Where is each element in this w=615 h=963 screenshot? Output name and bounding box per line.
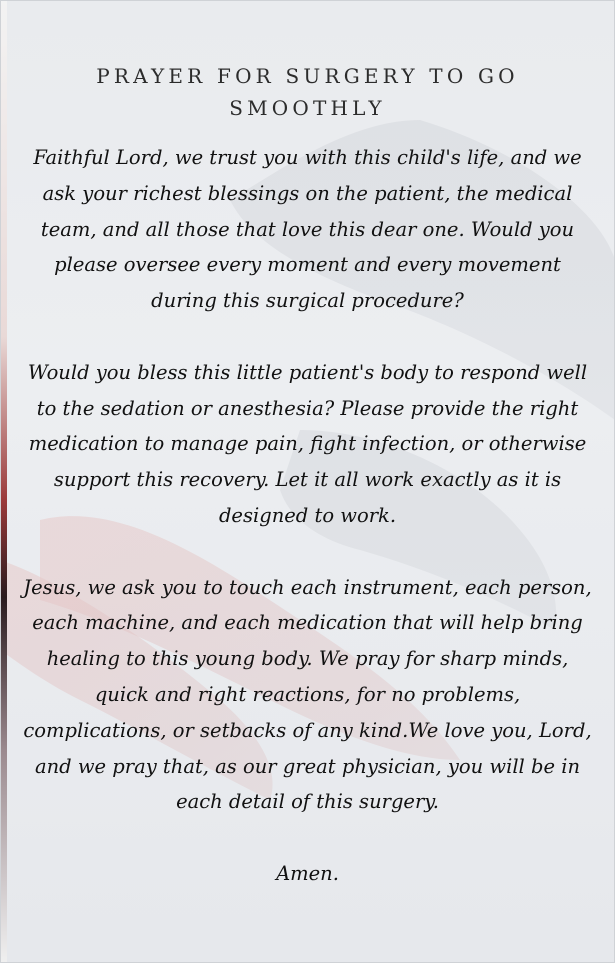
prayer-paragraph-2: Would you bless this little patient's body to respond well to the sedation or anesthesia? Please provide the right medication to manage pain, fight infection, or otherwise support this recovery. Let it all work exactly as it is designed to work. <box>27 360 588 527</box>
prayer-closing: Amen. <box>276 861 339 885</box>
prayer-paragraph-3: Jesus, we ask you to touch each instrument, each person, each machine, and each medication that will help bring healing to this young body. We pray for sharp minds, quick and right reactions, for no problems, complications, or setbacks of any kind.We love you, Lord, and we pray that, as our great physician, you will be in each detail of this surgery. <box>23 575 592 814</box>
prayer-title: PRAYER FOR SURGERY TO GO SMOOTHLY <box>96 64 519 120</box>
prayer-body <box>22 140 593 892</box>
photo-edge-strip <box>0 0 7 963</box>
prayer-paragraph-1: Faithful Lord, we trust you with this child's life, and we ask your richest blessings on the patient, the medical team, and all those that love this dear one. Would you please oversee every moment and every movement during this surgical procedure? <box>33 146 582 313</box>
